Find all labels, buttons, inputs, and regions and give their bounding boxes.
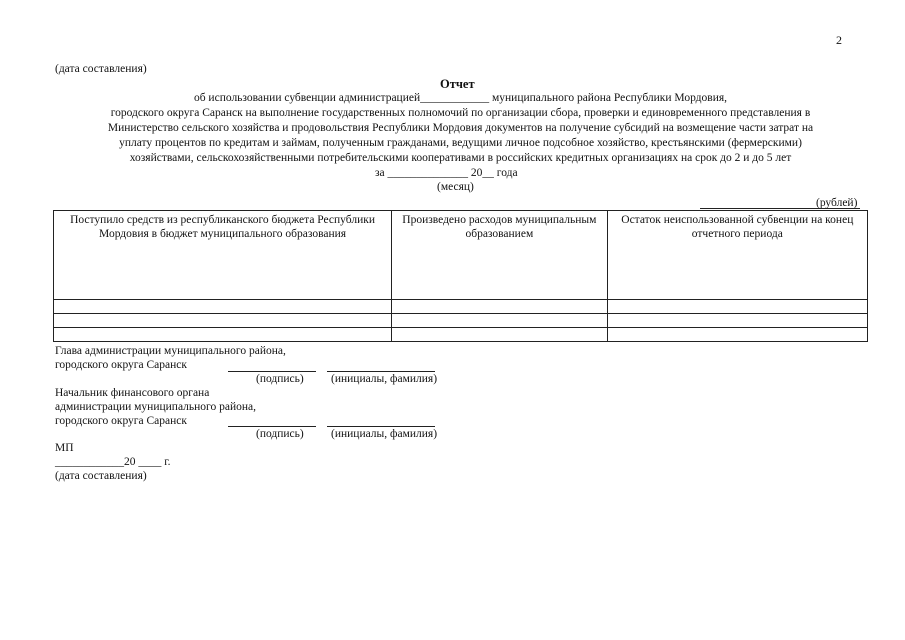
heading-line-2: городского округа Саранск на выполнение государственных полномочий по организации сбора, проверки и единовременного представления в bbox=[110, 107, 811, 119]
table-cell[interactable] bbox=[392, 300, 608, 314]
currency-underline bbox=[700, 208, 860, 209]
table-cell[interactable] bbox=[607, 314, 867, 328]
table-cell[interactable] bbox=[392, 314, 608, 328]
header-expenses: Произведено расходов муниципальным образованием bbox=[392, 211, 608, 300]
fin-title-line-1: Начальник финансового органа bbox=[55, 387, 210, 399]
fin-signature-line[interactable] bbox=[228, 426, 316, 427]
stamp-label: МП bbox=[55, 442, 74, 454]
document-title: Отчет bbox=[440, 77, 475, 91]
head-initials-label: (инициалы, фамилия) bbox=[331, 373, 438, 385]
table-cell[interactable] bbox=[607, 300, 867, 314]
table-cell[interactable] bbox=[54, 300, 392, 314]
fin-signature-label: (подпись) bbox=[256, 428, 304, 440]
heading-line-5: хозяйствами, сельскохозяйственными потребительскими кооперативами в российских кредитных организациях на срок до 2 и до 5 лет bbox=[129, 152, 792, 164]
head-initials-line[interactable] bbox=[327, 371, 435, 372]
table-cell[interactable] bbox=[392, 328, 608, 342]
fin-title-line-2: администрации муниципального района, bbox=[55, 401, 256, 413]
table-row bbox=[54, 300, 868, 314]
header-received-funds: Поступило средств из республиканского бюджета Республики Мордовия в бюджет муниципального образования bbox=[54, 211, 392, 300]
date-line: ____________20 ____ г. bbox=[55, 456, 171, 468]
head-title-line-1: Глава администрации муниципального района, bbox=[55, 345, 286, 357]
table-cell[interactable] bbox=[54, 328, 392, 342]
table-cell[interactable] bbox=[607, 328, 867, 342]
head-title-line-2: городского округа Саранск bbox=[55, 359, 187, 371]
head-signature-line[interactable] bbox=[228, 371, 316, 372]
currency-label: (рублей) bbox=[816, 197, 858, 209]
heading-line-4: уплату процентов по кредитам и займам, полученным гражданами, ведущими личное подсобное хозяйство, крестьянскими (фермерскими) bbox=[119, 137, 802, 149]
table-row bbox=[54, 314, 868, 328]
fin-initials-line[interactable] bbox=[327, 426, 435, 427]
header-remaining-balance: Остаток неиспользованной субвенции на конец отчетного периода bbox=[607, 211, 867, 300]
month-label: (месяц) bbox=[437, 181, 474, 193]
heading-line-3: Министерство сельского хозяйства и продовольствия Республики Мордовия документов на получение субсидий на возмещение части затрат на bbox=[107, 122, 814, 134]
page-number: 2 bbox=[836, 33, 842, 47]
table-cell[interactable] bbox=[54, 314, 392, 328]
table-row bbox=[54, 328, 868, 342]
heading-line-1: об использовании субвенции администрацией____________ муниципального района Республики Мордовия, bbox=[193, 92, 728, 104]
head-signature-label: (подпись) bbox=[256, 373, 304, 385]
fin-initials-label: (инициалы, фамилия) bbox=[331, 428, 438, 440]
period-line: за ______________ 20__ года bbox=[375, 167, 518, 179]
report-table bbox=[53, 210, 868, 342]
fin-title-line-3: городского округа Саранск bbox=[55, 415, 187, 427]
table-header-row bbox=[54, 211, 868, 300]
top-date-label: (дата составления) bbox=[55, 63, 147, 75]
bottom-date-label: (дата составления) bbox=[55, 470, 147, 482]
